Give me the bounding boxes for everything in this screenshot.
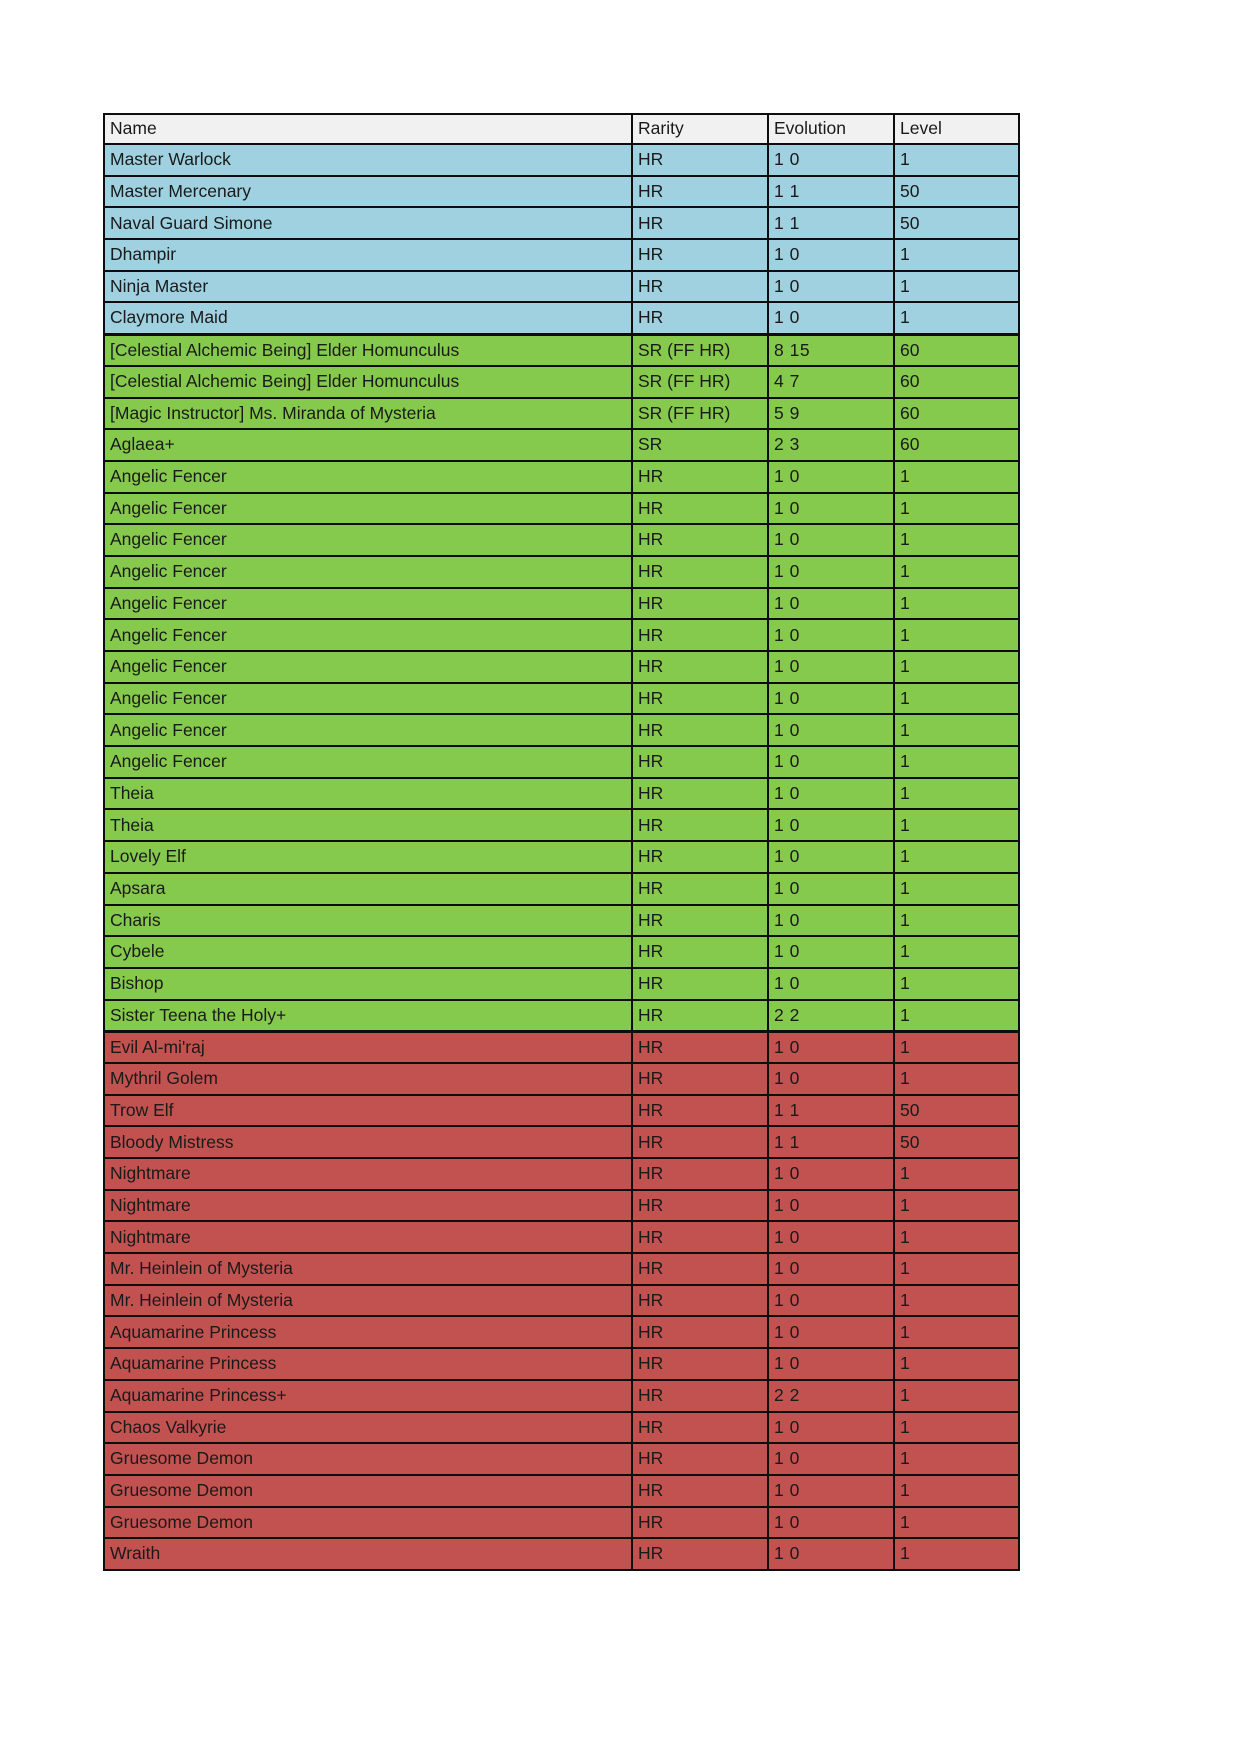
cards-table — [103, 113, 1020, 1571]
table-row — [104, 1316, 1019, 1348]
cell-rarity: HR — [632, 302, 768, 334]
cell-rarity: HR — [632, 1285, 768, 1317]
cell-rarity: HR — [632, 1443, 768, 1475]
cell-name: Mythril Golem — [104, 1063, 632, 1095]
cell-evolution: 2 3 — [768, 429, 894, 461]
table-row — [104, 1380, 1019, 1412]
cell-level: 60 — [894, 334, 1019, 366]
table-row — [104, 968, 1019, 1000]
cell-evolution: 1 0 — [768, 1221, 894, 1253]
cell-rarity: HR — [632, 778, 768, 810]
cell-level: 1 — [894, 873, 1019, 905]
cell-evolution: 1 0 — [768, 619, 894, 651]
cell-name: Angelic Fencer — [104, 556, 632, 588]
cell-rarity: HR — [632, 619, 768, 651]
cell-evolution: 1 0 — [768, 1475, 894, 1507]
cell-level: 50 — [894, 207, 1019, 239]
table-row — [104, 176, 1019, 208]
table-row — [104, 1158, 1019, 1190]
cell-rarity: HR — [632, 239, 768, 271]
cell-name: Naval Guard Simone — [104, 207, 632, 239]
cell-rarity: HR — [632, 809, 768, 841]
cell-evolution: 1 0 — [768, 1063, 894, 1095]
cell-rarity: HR — [632, 1158, 768, 1190]
cell-name: Angelic Fencer — [104, 493, 632, 525]
cell-rarity: HR — [632, 176, 768, 208]
cell-level: 50 — [894, 1095, 1019, 1127]
table-row — [104, 778, 1019, 810]
cell-level: 1 — [894, 841, 1019, 873]
cell-level: 60 — [894, 429, 1019, 461]
cell-evolution: 1 0 — [768, 746, 894, 778]
table-row — [104, 619, 1019, 651]
cell-name: Mr. Heinlein of Mysteria — [104, 1253, 632, 1285]
cell-level: 1 — [894, 1380, 1019, 1412]
cell-evolution: 1 0 — [768, 1507, 894, 1539]
cell-rarity: HR — [632, 841, 768, 873]
cell-name: Chaos Valkyrie — [104, 1412, 632, 1444]
cell-evolution: 1 0 — [768, 809, 894, 841]
cell-level: 1 — [894, 461, 1019, 493]
cell-evolution: 1 0 — [768, 493, 894, 525]
cell-rarity: HR — [632, 1063, 768, 1095]
cell-name: Trow Elf — [104, 1095, 632, 1127]
cell-rarity: HR — [632, 1475, 768, 1507]
cell-level: 1 — [894, 588, 1019, 620]
table-row — [104, 1348, 1019, 1380]
table-row — [104, 239, 1019, 271]
cell-name: Angelic Fencer — [104, 461, 632, 493]
cell-rarity: HR — [632, 588, 768, 620]
cell-level: 1 — [894, 1475, 1019, 1507]
cell-name: Cybele — [104, 936, 632, 968]
table-row — [104, 1221, 1019, 1253]
cell-evolution: 1 0 — [768, 905, 894, 937]
cell-name: Theia — [104, 778, 632, 810]
cell-level: 1 — [894, 1507, 1019, 1539]
cell-rarity: HR — [632, 1538, 768, 1570]
cell-name: Aquamarine Princess — [104, 1348, 632, 1380]
cell-name: Charis — [104, 905, 632, 937]
cell-name: Evil Al-mi'raj — [104, 1031, 632, 1063]
cell-evolution: 1 0 — [768, 778, 894, 810]
table-row — [104, 905, 1019, 937]
cell-level: 1 — [894, 683, 1019, 715]
cell-name: Nightmare — [104, 1190, 632, 1222]
cell-rarity: HR — [632, 1095, 768, 1127]
cell-level: 1 — [894, 556, 1019, 588]
cell-rarity: HR — [632, 905, 768, 937]
table-row — [104, 1253, 1019, 1285]
header-row — [104, 114, 1019, 144]
cell-rarity: SR — [632, 429, 768, 461]
cell-name: Wraith — [104, 1538, 632, 1570]
cell-rarity: HR — [632, 1190, 768, 1222]
cell-level: 1 — [894, 1412, 1019, 1444]
cell-rarity: HR — [632, 1031, 768, 1063]
cell-name: Sister Teena the Holy+ — [104, 1000, 632, 1032]
cell-level: 60 — [894, 398, 1019, 430]
cell-name: Nightmare — [104, 1221, 632, 1253]
table-row — [104, 1443, 1019, 1475]
cell-evolution: 1 0 — [768, 1316, 894, 1348]
cell-level: 1 — [894, 1443, 1019, 1475]
cell-rarity: HR — [632, 1412, 768, 1444]
cell-evolution: 2 2 — [768, 1000, 894, 1032]
cell-evolution: 1 0 — [768, 556, 894, 588]
cell-level: 1 — [894, 778, 1019, 810]
cell-evolution: 8 15 — [768, 334, 894, 366]
cell-name: Nightmare — [104, 1158, 632, 1190]
cell-level: 50 — [894, 1126, 1019, 1158]
table-header — [104, 114, 1019, 144]
cell-name: Master Warlock — [104, 144, 632, 176]
cell-name: Apsara — [104, 873, 632, 905]
cell-rarity: HR — [632, 873, 768, 905]
cell-rarity: HR — [632, 1000, 768, 1032]
cell-name: Angelic Fencer — [104, 651, 632, 683]
cell-level: 60 — [894, 366, 1019, 398]
table-row — [104, 873, 1019, 905]
cell-evolution: 1 0 — [768, 841, 894, 873]
cell-name: Mr. Heinlein of Mysteria — [104, 1285, 632, 1317]
cell-name: Angelic Fencer — [104, 746, 632, 778]
cell-name: Claymore Maid — [104, 302, 632, 334]
cell-level: 1 — [894, 1348, 1019, 1380]
cell-level: 1 — [894, 1285, 1019, 1317]
cell-evolution: 1 0 — [768, 936, 894, 968]
cell-name: Angelic Fencer — [104, 714, 632, 746]
cell-name: Dhampir — [104, 239, 632, 271]
table-body — [104, 144, 1019, 1570]
table-row — [104, 1190, 1019, 1222]
cell-rarity: SR (FF HR) — [632, 366, 768, 398]
cell-rarity: SR (FF HR) — [632, 334, 768, 366]
cell-rarity: HR — [632, 1507, 768, 1539]
table-row — [104, 302, 1019, 334]
table-row — [104, 651, 1019, 683]
cell-evolution: 1 0 — [768, 461, 894, 493]
cell-name: Gruesome Demon — [104, 1507, 632, 1539]
cell-evolution: 1 0 — [768, 1443, 894, 1475]
column-header-evolution: Evolution — [768, 114, 894, 144]
cell-evolution: 1 1 — [768, 207, 894, 239]
cell-evolution: 2 2 — [768, 1380, 894, 1412]
cell-level: 1 — [894, 936, 1019, 968]
cell-level: 1 — [894, 524, 1019, 556]
cell-level: 1 — [894, 271, 1019, 303]
cell-level: 1 — [894, 1000, 1019, 1032]
cell-rarity: HR — [632, 1348, 768, 1380]
cell-rarity: HR — [632, 556, 768, 588]
cell-rarity: HR — [632, 493, 768, 525]
cell-rarity: HR — [632, 746, 768, 778]
table-row — [104, 556, 1019, 588]
table-row — [104, 524, 1019, 556]
cell-level: 1 — [894, 302, 1019, 334]
cell-evolution: 1 0 — [768, 1190, 894, 1222]
cell-rarity: SR (FF HR) — [632, 398, 768, 430]
table-row — [104, 1000, 1019, 1032]
cell-evolution: 1 0 — [768, 239, 894, 271]
cell-evolution: 1 0 — [768, 683, 894, 715]
cell-level: 1 — [894, 905, 1019, 937]
cell-rarity: HR — [632, 271, 768, 303]
table-row — [104, 1507, 1019, 1539]
table-row — [104, 144, 1019, 176]
table-row — [104, 271, 1019, 303]
cell-rarity: HR — [632, 144, 768, 176]
table-row — [104, 1285, 1019, 1317]
cell-level: 1 — [894, 968, 1019, 1000]
cell-level: 1 — [894, 1253, 1019, 1285]
cell-evolution: 1 1 — [768, 1126, 894, 1158]
cell-evolution: 1 0 — [768, 1348, 894, 1380]
table-row — [104, 1412, 1019, 1444]
cell-level: 1 — [894, 239, 1019, 271]
table-row — [104, 334, 1019, 366]
cell-rarity: HR — [632, 651, 768, 683]
cell-rarity: HR — [632, 207, 768, 239]
table-row — [104, 207, 1019, 239]
cell-rarity: HR — [632, 1126, 768, 1158]
column-header-rarity: Rarity — [632, 114, 768, 144]
cell-rarity: HR — [632, 1253, 768, 1285]
cell-evolution: 5 9 — [768, 398, 894, 430]
cell-level: 1 — [894, 1221, 1019, 1253]
cell-evolution: 1 0 — [768, 1158, 894, 1190]
cell-level: 1 — [894, 144, 1019, 176]
table-row — [104, 1538, 1019, 1570]
table-row — [104, 588, 1019, 620]
cell-evolution: 1 0 — [768, 968, 894, 1000]
cell-level: 1 — [894, 493, 1019, 525]
cell-name: [Celestial Alchemic Being] Elder Homunculus — [104, 334, 632, 366]
cell-name: Aquamarine Princess+ — [104, 1380, 632, 1412]
cell-name: Bloody Mistress — [104, 1126, 632, 1158]
cell-level: 1 — [894, 1190, 1019, 1222]
cell-evolution: 1 0 — [768, 271, 894, 303]
cell-evolution: 1 0 — [768, 714, 894, 746]
table-row — [104, 1031, 1019, 1063]
cell-name: Angelic Fencer — [104, 588, 632, 620]
table-row — [104, 1126, 1019, 1158]
cell-name: [Magic Instructor] Ms. Miranda of Mysteria — [104, 398, 632, 430]
column-header-level: Level — [894, 114, 1019, 144]
table-row — [104, 841, 1019, 873]
cell-evolution: 1 0 — [768, 651, 894, 683]
cell-name: [Celestial Alchemic Being] Elder Homunculus — [104, 366, 632, 398]
cell-rarity: HR — [632, 936, 768, 968]
table-row — [104, 683, 1019, 715]
table-row — [104, 493, 1019, 525]
cell-evolution: 1 1 — [768, 1095, 894, 1127]
cell-evolution: 4 7 — [768, 366, 894, 398]
cell-evolution: 1 1 — [768, 176, 894, 208]
cell-level: 1 — [894, 809, 1019, 841]
cell-evolution: 1 0 — [768, 1538, 894, 1570]
table-row — [104, 746, 1019, 778]
cell-evolution: 1 0 — [768, 1285, 894, 1317]
cell-rarity: HR — [632, 683, 768, 715]
cell-evolution: 1 0 — [768, 524, 894, 556]
cell-rarity: HR — [632, 524, 768, 556]
cell-rarity: HR — [632, 1316, 768, 1348]
cell-name: Angelic Fencer — [104, 524, 632, 556]
table-row — [104, 714, 1019, 746]
cell-rarity: HR — [632, 1380, 768, 1412]
table-row — [104, 1063, 1019, 1095]
cell-name: Aquamarine Princess — [104, 1316, 632, 1348]
cell-level: 1 — [894, 1538, 1019, 1570]
cell-name: Master Mercenary — [104, 176, 632, 208]
cell-evolution: 1 0 — [768, 588, 894, 620]
table-row — [104, 1095, 1019, 1127]
cell-name: Angelic Fencer — [104, 683, 632, 715]
table-row — [104, 398, 1019, 430]
cell-level: 50 — [894, 176, 1019, 208]
cell-level: 1 — [894, 1158, 1019, 1190]
cell-evolution: 1 0 — [768, 873, 894, 905]
table-row — [104, 809, 1019, 841]
cell-name: Aglaea+ — [104, 429, 632, 461]
cell-rarity: HR — [632, 1221, 768, 1253]
cell-name: Theia — [104, 809, 632, 841]
table-row — [104, 461, 1019, 493]
cell-level: 1 — [894, 1031, 1019, 1063]
cell-level: 1 — [894, 651, 1019, 683]
table-row — [104, 366, 1019, 398]
cell-level: 1 — [894, 746, 1019, 778]
cell-name: Angelic Fencer — [104, 619, 632, 651]
cell-level: 1 — [894, 619, 1019, 651]
cell-evolution: 1 0 — [768, 1412, 894, 1444]
cell-evolution: 1 0 — [768, 302, 894, 334]
cell-level: 1 — [894, 714, 1019, 746]
table-row — [104, 429, 1019, 461]
cell-rarity: HR — [632, 714, 768, 746]
cell-name: Ninja Master — [104, 271, 632, 303]
table-row — [104, 936, 1019, 968]
table-row — [104, 1475, 1019, 1507]
cell-name: Lovely Elf — [104, 841, 632, 873]
cell-name: Gruesome Demon — [104, 1443, 632, 1475]
cell-evolution: 1 0 — [768, 1031, 894, 1063]
cell-level: 1 — [894, 1316, 1019, 1348]
cell-evolution: 1 0 — [768, 144, 894, 176]
column-header-name: Name — [104, 114, 632, 144]
cell-evolution: 1 0 — [768, 1253, 894, 1285]
cell-rarity: HR — [632, 461, 768, 493]
cell-name: Bishop — [104, 968, 632, 1000]
cell-name: Gruesome Demon — [104, 1475, 632, 1507]
cell-rarity: HR — [632, 968, 768, 1000]
cell-level: 1 — [894, 1063, 1019, 1095]
